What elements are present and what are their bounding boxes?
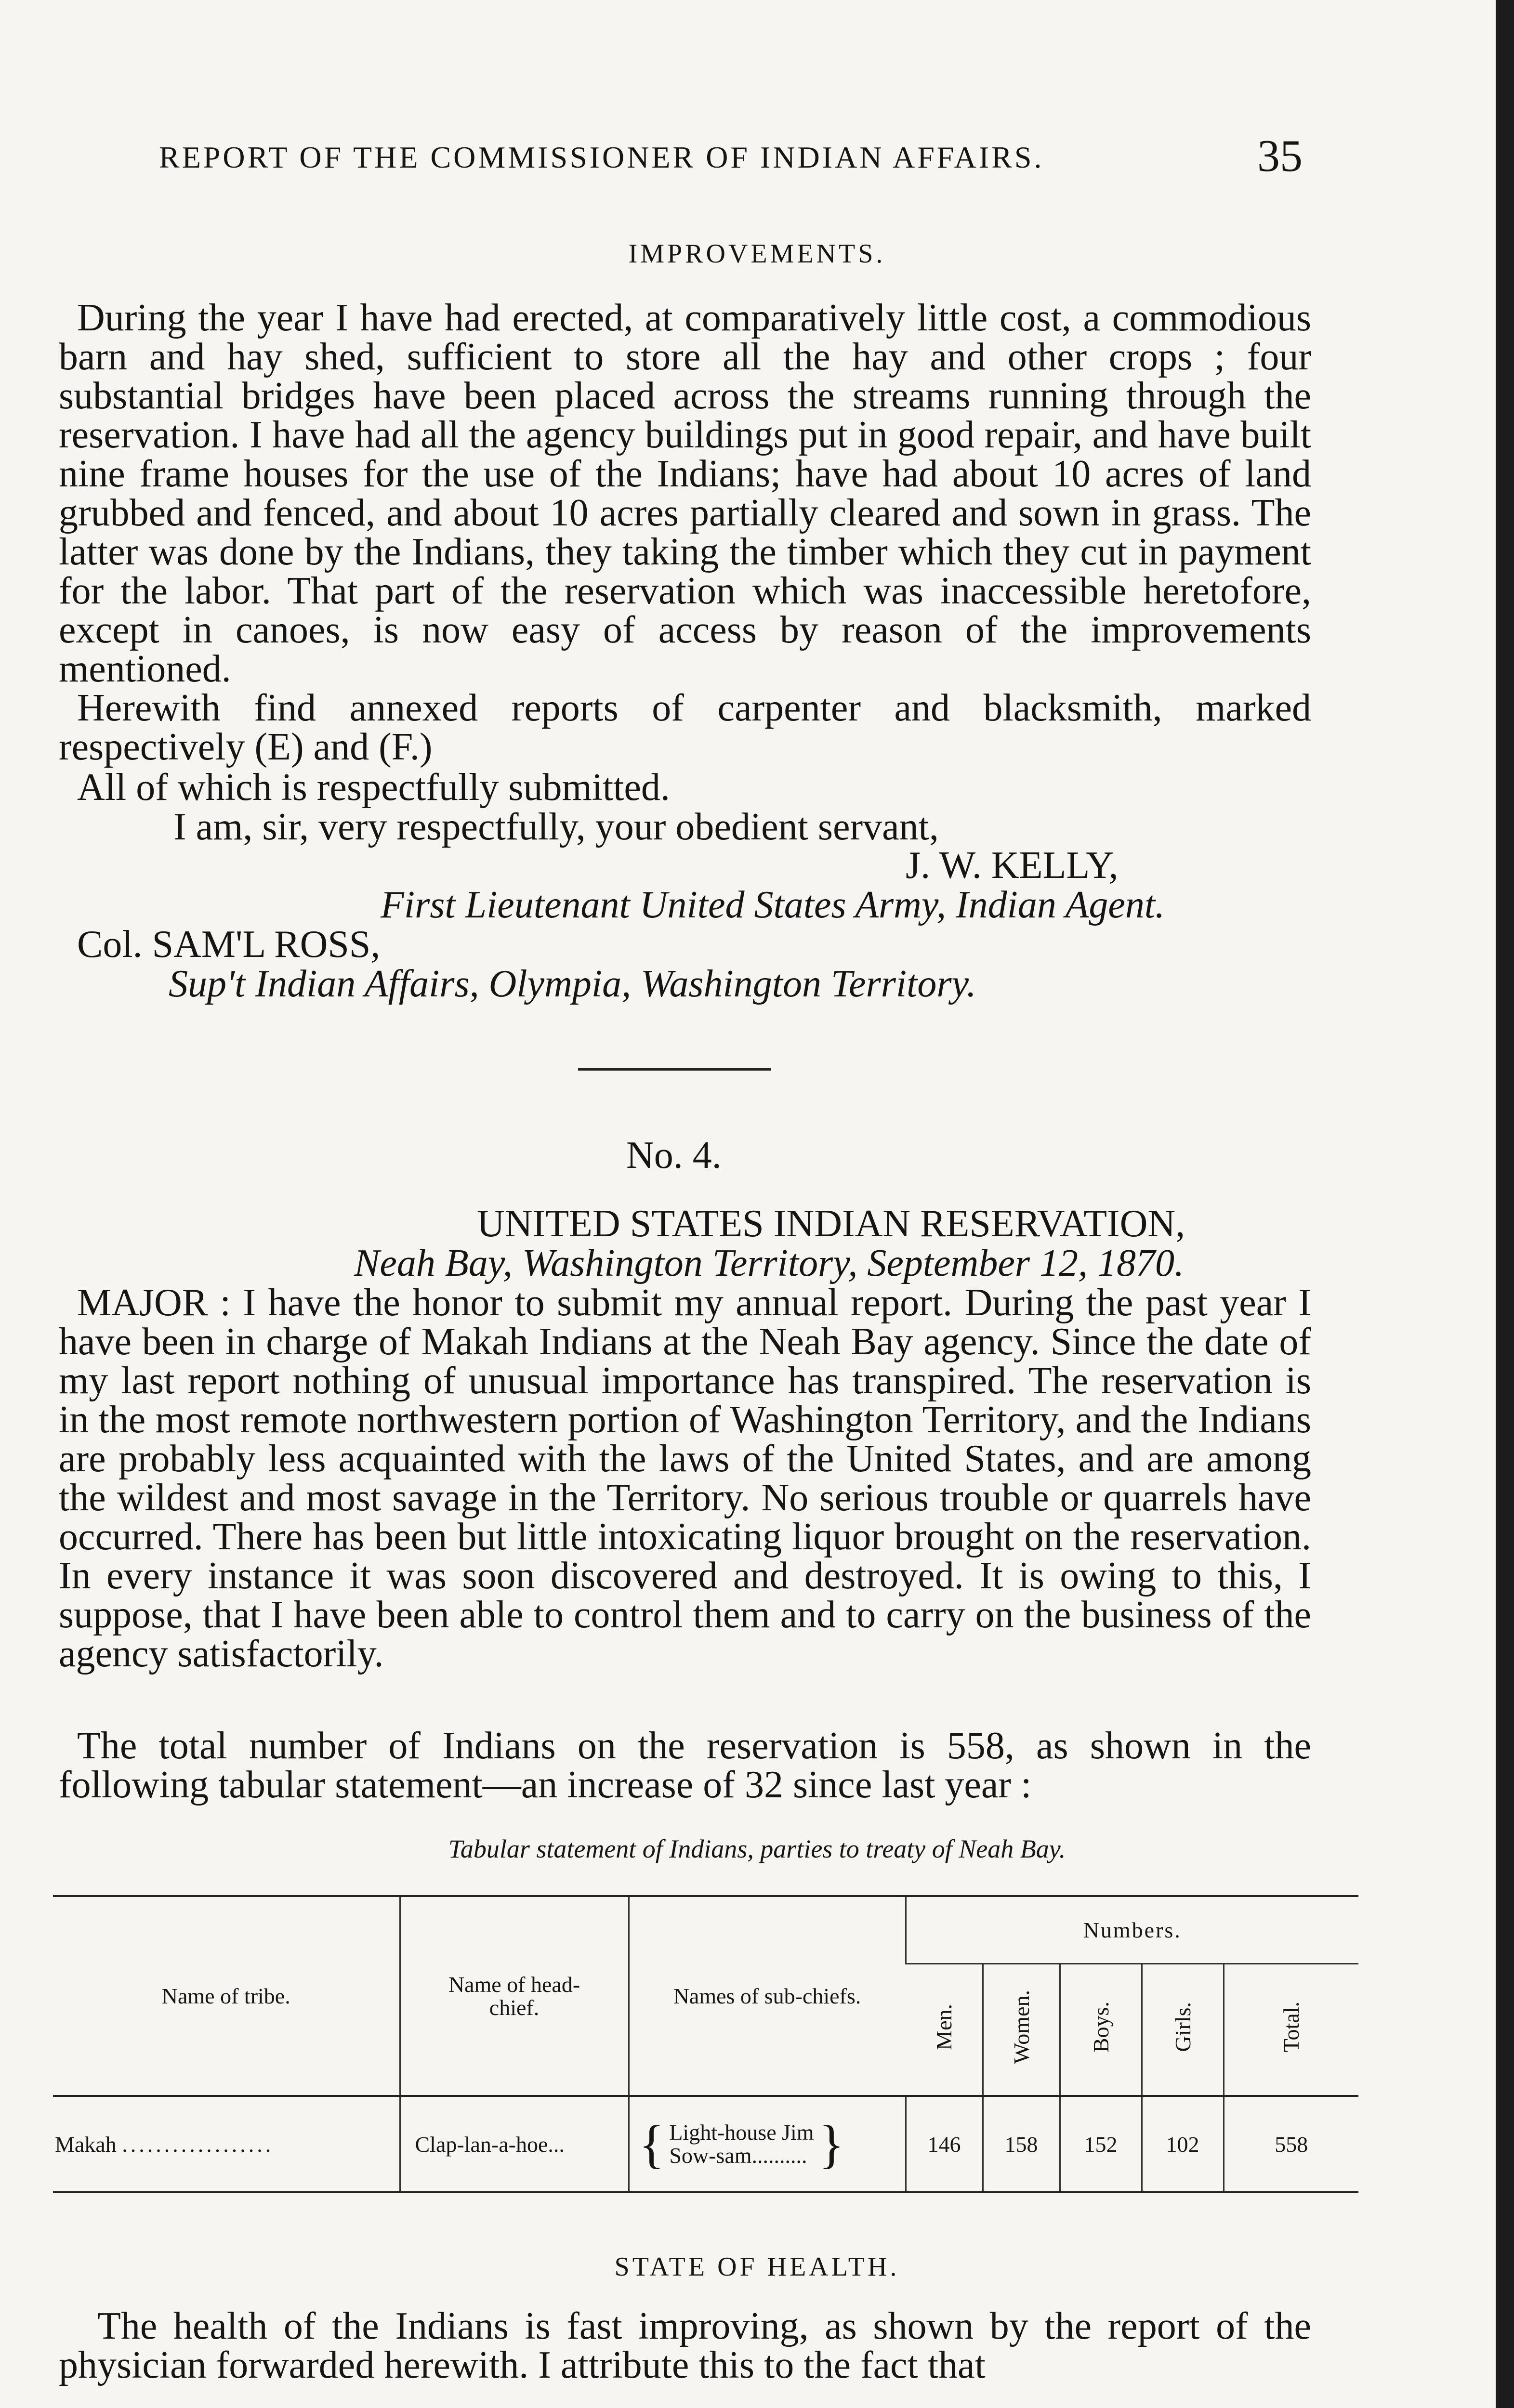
cell-sub-chief-1: Light-house Jim	[669, 2120, 814, 2145]
header-women: Women.	[1009, 1990, 1034, 2064]
health-paragraph: The health of the Indians is fast improving, as shown by the report of the physician forwarded herewith. I attribute this to the fact that	[59, 2305, 1311, 2386]
improvements-paragraph: During the year I have had erected, at comparatively little cost, a commodious barn and hay shed, sufficient to store all the hay and other crops ; four substantial bridges have been placed across the streams running through the reservation. I have had all the agency buildings put in good repair, and have built nine frame houses for the use of the Indians; have had about 10 acres of land grubbed and fenced, and about 10 acres partially cleared and sown in grass. The latter was done by the Indians, they taking the timber which they cut in payment for the labor. That part of the reservation which was inaccessible heretofore, except in canoes, is now easy of access by reason of the improvements mentioned.	[59, 297, 1311, 690]
cell-total: 558	[1224, 2096, 1358, 2192]
cell-women: 158	[983, 2096, 1060, 2192]
cell-head-chief: Clap-lan-a-hoe	[415, 2132, 548, 2157]
cell-men: 146	[906, 2096, 983, 2192]
salutation: MAJOR :	[77, 1282, 231, 1324]
running-header: REPORT OF THE COMMISSIONER OF INDIAN AFFAIRS.	[159, 140, 1044, 174]
report-paragraph-2: The total number of Indians on the reservation is 558, as shown in the following tabular statement—an increase of 32 since last year :	[59, 1725, 1311, 1806]
header-men: Men.	[931, 2003, 956, 2050]
submission-line: All of which is respectfully submitted.	[77, 766, 670, 809]
addressee-name: Col. SAM'L ROSS,	[77, 923, 381, 966]
addressee-title: Sup't Indian Affairs, Olympia, Washington Territory.	[169, 963, 976, 1005]
cell-boys: 152	[1060, 2096, 1142, 2192]
report-number: No. 4.	[626, 1134, 722, 1177]
section-heading-improvements: IMPROVEMENTS.	[628, 239, 886, 269]
closing-line: I am, sir, very respectfully, your obedient servant,	[173, 806, 939, 848]
header-boys: Boys.	[1088, 2001, 1113, 2053]
cell-sub-chief-2: Sow-sam	[669, 2143, 752, 2168]
report-place-line-1: UNITED STATES INDIAN RESERVATION,	[477, 1203, 1185, 1245]
header-girls: Girls.	[1170, 2002, 1195, 2052]
report-place-line-2: Neah Bay, Washington Territory, September 12, 1870.	[354, 1242, 1184, 1284]
cell-girls: 102	[1142, 2096, 1224, 2192]
signer-name: J. W. KELLY,	[906, 844, 1119, 887]
report-paragraph-1-text: I have the honor to submit my annual report. During the past year I have been in charge of Makah Indians at the Neah Bay agency. Since the date of my last report nothing of unusual importance has transpired. The reservation is in the most remote northwestern portion of Washington Territory, and the Indians are probably less acquainted with the laws of the United States, and are among the wildest and most savage in the Territory. No serious trouble or quarrels have occurred. There has been but little intoxicating liquor brought on the reservation. In every instance it was soon discovered and destroyed. It is owing to this, I suppose, that I have been able to control them and to carry on the business of the agency satisfactorily.	[59, 1282, 1311, 1675]
page-edge-shadow	[1496, 0, 1514, 2408]
report-paragraph-1	[59, 1283, 1311, 1674]
header-sub-chiefs: Names of sub-chiefs.	[629, 1896, 906, 2096]
header-total: Total.	[1279, 2002, 1304, 2053]
table-caption: Tabular statement of Indians, parties to treaty of Neah Bay.	[448, 1834, 1066, 1863]
annexed-reports-paragraph: Herewith find annexed reports of carpenter and blacksmith, marked respectively (E) and (F.)	[59, 687, 1311, 768]
indian-statement-table	[53, 1895, 1358, 2193]
cell-tribe: Makah	[55, 2132, 117, 2157]
header-head-chief: Name of head-chief.	[400, 1896, 629, 2096]
header-tribe: Name of tribe.	[161, 1984, 290, 2008]
header-numbers: Numbers.	[906, 1896, 1358, 1963]
section-heading-health: STATE OF HEALTH.	[614, 2252, 900, 2282]
section-divider	[578, 1068, 771, 1071]
signer-title: First Lieutenant United States Army, Indian Agent.	[381, 884, 1165, 926]
table-row-makah: Makah .................. Clap-lan-a-hoe... { Light-house Jim Sow-sam.......... } 146 158 152 102 558	[53, 2096, 1358, 2192]
page-number: 35	[1257, 131, 1303, 181]
